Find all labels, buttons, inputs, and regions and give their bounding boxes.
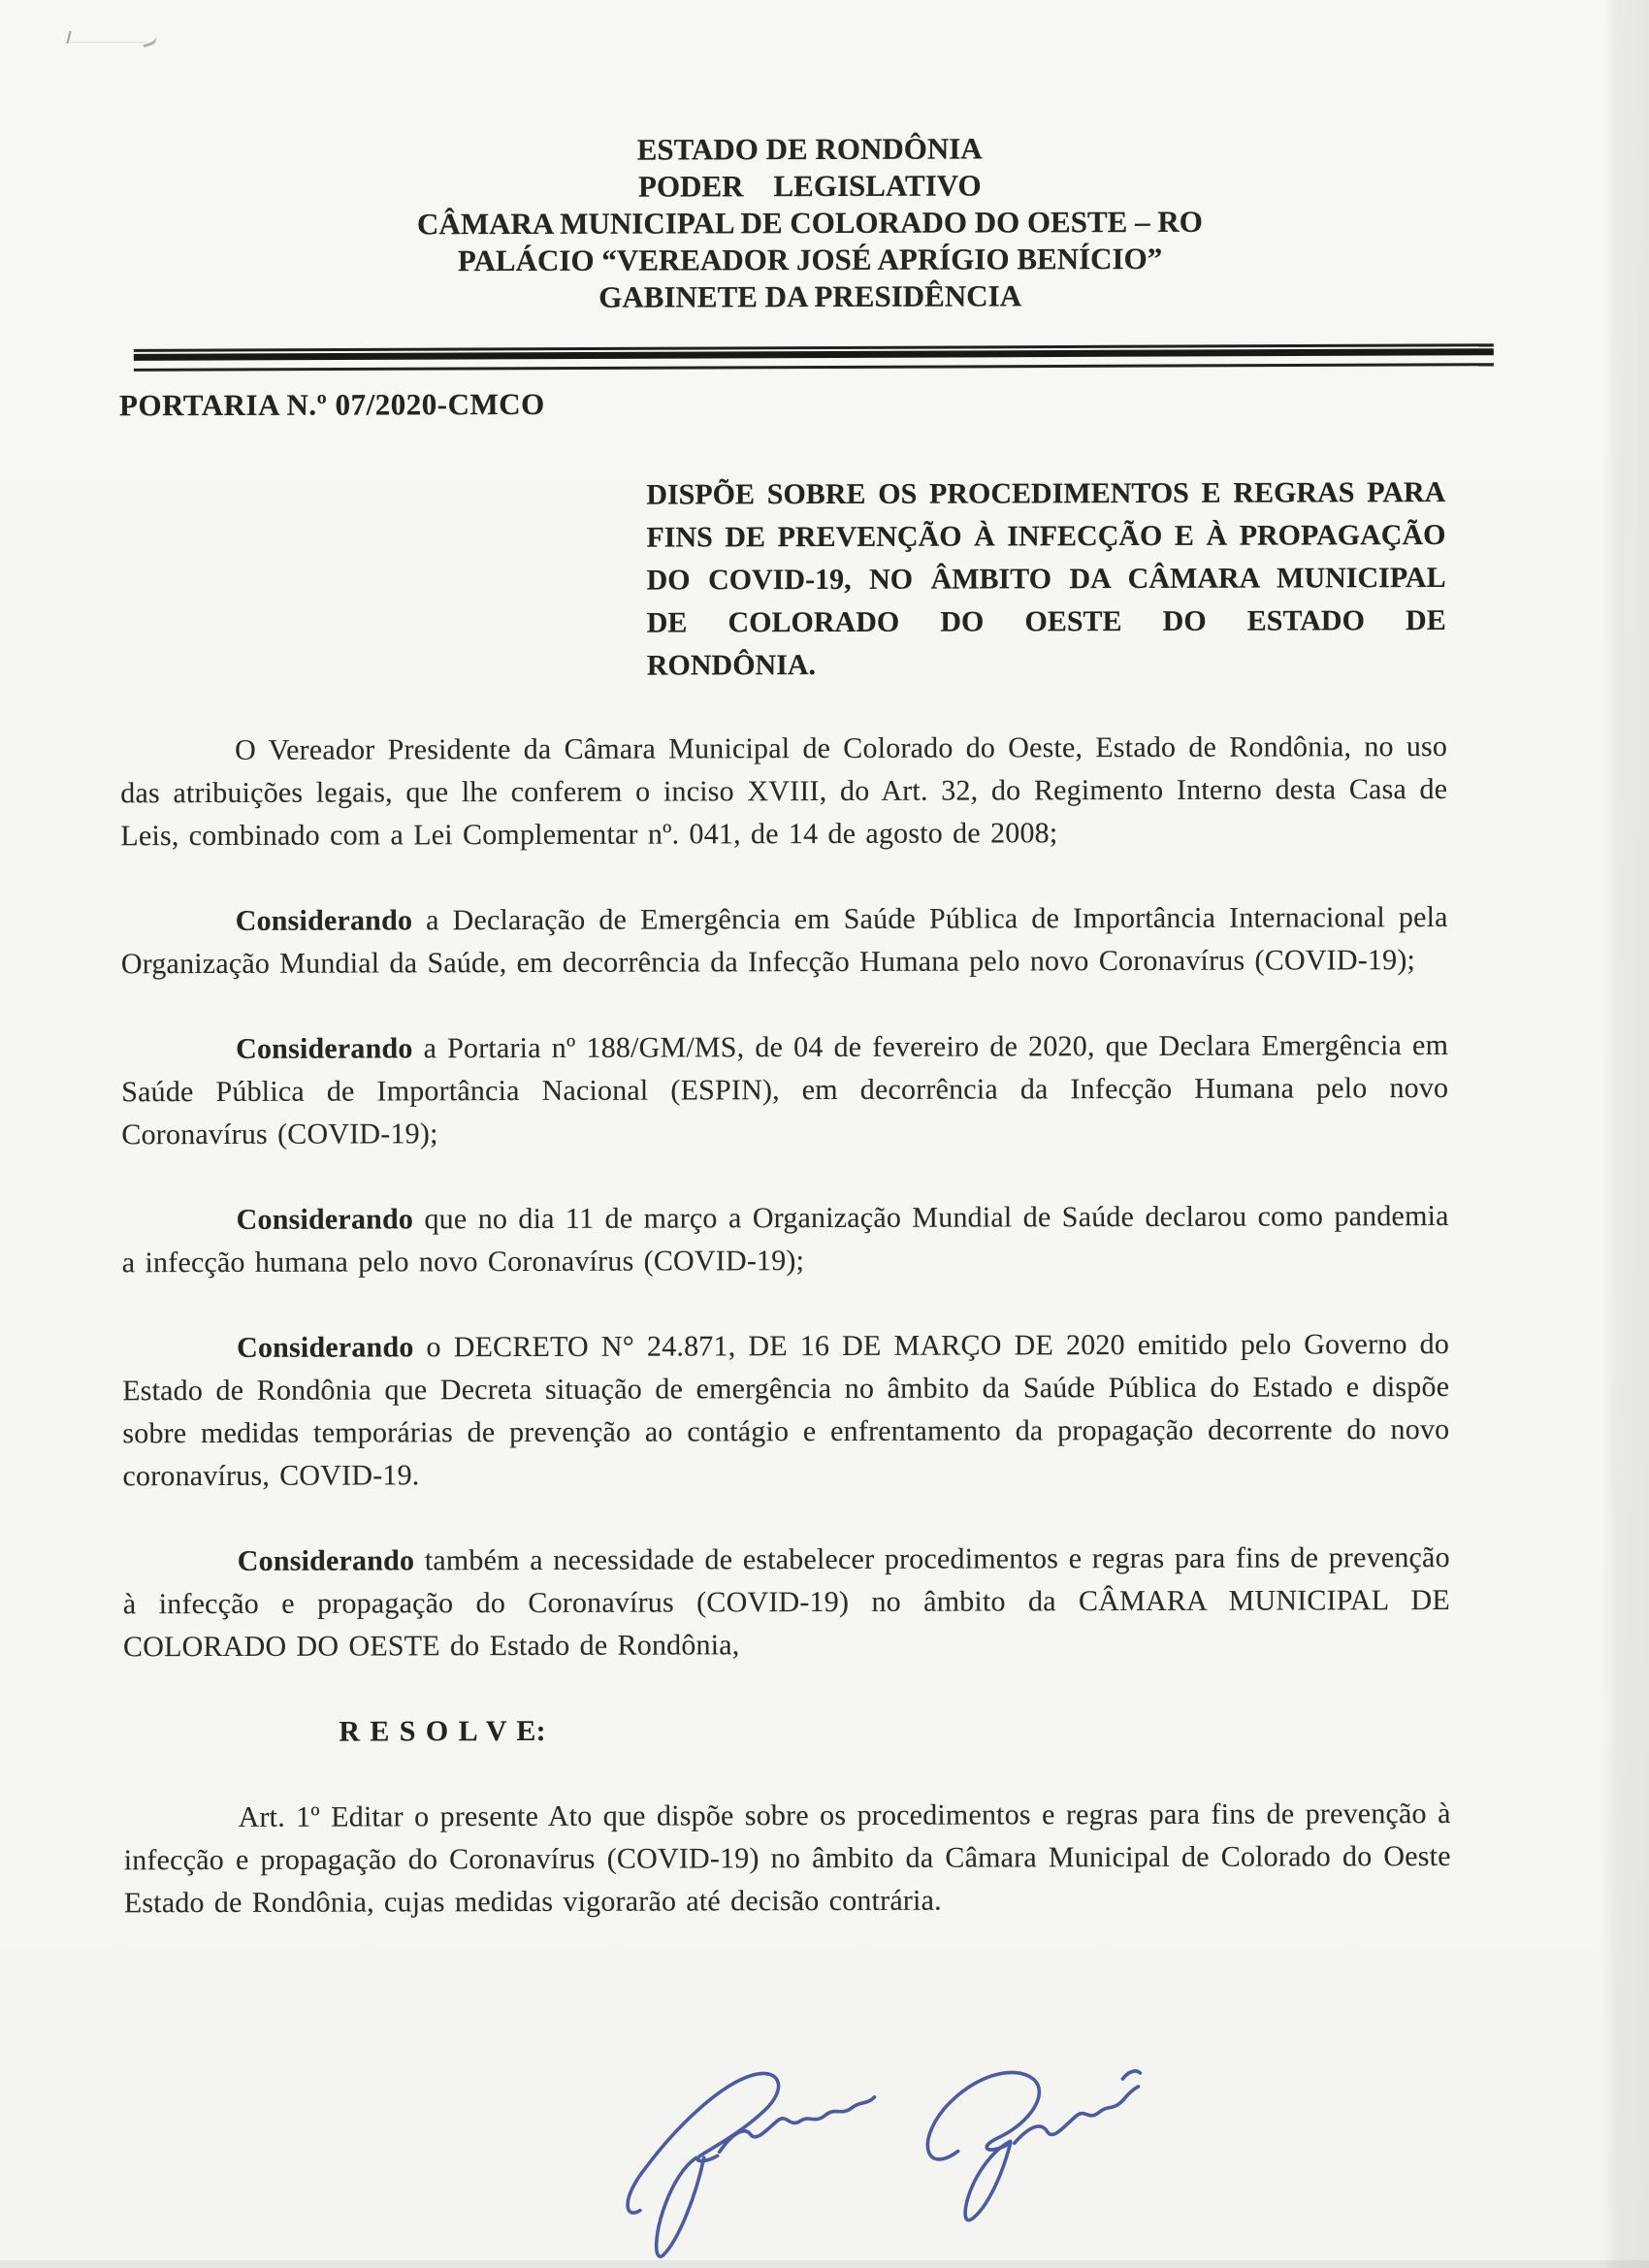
letterhead-branch: PODER LEGISLATIVO — [637, 168, 982, 204]
paragraph-text: a Declaração de Emergência em Saúde Pública de Importância Internacional pela Organização Mundial da Saúde, em decorrência da Infecção Humana pelo novo Coronavírus (COVID-19); — [120, 900, 1448, 981]
body-paragraph — [121, 896, 1448, 986]
paragraph-lead-word: Considerando — [235, 904, 413, 937]
body-paragraph — [121, 1024, 1448, 1156]
body-paragraph — [122, 1195, 1449, 1284]
paragraph-text: O Vereador Presidente da Câmara Municipal de Colorado do Oeste, Estado de Rondônia, no uso das atribuições legais, que lhe conferem o inciso XVIII, do Art. 32, do Regimento Interno desta Casa de Leis, combinado com a Lei Complementar nº. 041, de 14 de agosto de 2008; — [120, 729, 1448, 853]
paragraph-lead-word: Considerando — [237, 1331, 414, 1364]
letterhead-state: ESTADO DE RONDÔNIA — [636, 131, 983, 167]
ordinance-subject: DISPÕE SOBRE OS PROCEDIMENTOS E REGRAS PARA FINS DE PREVENÇÃO À INFECÇÃO E À PROPAGAÇÃO DO COVID-19, NO ÂMBITO DA CÂMARA MUNICIPAL DE COLORADO DO OESTE DO ESTADO DE RONDÔNIA. — [646, 475, 1446, 682]
paragraphs-container — [120, 726, 1450, 1669]
body-paragraph — [123, 1537, 1450, 1669]
handwritten-signature — [602, 2061, 1147, 2268]
paragraph-lead-word: Considerando — [237, 1544, 415, 1577]
paragraph-lead-word: Considerando — [236, 1203, 414, 1236]
paragraph-text: a Portaria nº 188/GM/MS, de 04 de fevereiro de 2020, que Declara Emergência em Saúde Pública de Importância Nacional (ESPIN), em decorrência da Infecção Humana pelo novo Coronavírus (COVID-19); — [121, 1028, 1449, 1151]
letterhead-chamber: CÂMARA MUNICIPAL DE COLORADO DO OESTE – RO — [416, 204, 1203, 242]
divider-line-thin-bottom — [134, 363, 1494, 372]
article-1-paragraph: Art. 1º Editar o presente Ato que dispõe sobre os procedimentos e regras para fins de prevenção à infecção e propagação do Coronavírus (COVID-19) no âmbito da Câmara Municipal de Colorado do Oeste Estado de Rondônia, cujas medidas vigorarão até decisão contrária. — [123, 1797, 1451, 1920]
letterhead — [118, 129, 1502, 317]
paragraph-lead-word: Considerando — [236, 1032, 413, 1065]
letterhead-palace: PALÁCIO “VEREADOR JOSÉ APRÍGIO BENÍCIO” — [457, 241, 1163, 278]
resolve-label: R E S O L V E: — [339, 1714, 546, 1748]
document-body — [120, 726, 1451, 1925]
paragraph-text: que no dia 11 de março a Organização Mundial de Saúde declarou como pandemia a infecção humana pelo novo Coronavírus (COVID-19); — [121, 1199, 1449, 1280]
header-divider-rule — [134, 343, 1494, 372]
ordinance-number: PORTARIA N.º 07/2020-CMCO — [118, 386, 545, 423]
paragraph-text: o DECRETO N° 24.871, DE 16 DE MARÇO DE 2020 emitido pelo Governo do Estado de Rondônia que Decreta situação de emergência no âmbito da Saúde Pública do Estado e dispõe sobre medidas temporárias de prevenção ao contágio e enfrentamento da propagação decorrente do novo coronavírus, COVID-19. — [122, 1327, 1450, 1493]
paragraph-text: também a necessidade de estabelecer procedimentos e regras para fins de prevenção à infecção e propagação do Coronavírus (COVID-19) no âmbito da CÂMARA MUNICIPAL DE COLORADO DO OESTE do Estado de Rondônia, — [122, 1540, 1450, 1664]
body-paragraph — [122, 1323, 1450, 1498]
body-paragraph — [120, 726, 1447, 858]
letterhead-office: GABINETE DA PRESIDÊNCIA — [598, 278, 1022, 314]
